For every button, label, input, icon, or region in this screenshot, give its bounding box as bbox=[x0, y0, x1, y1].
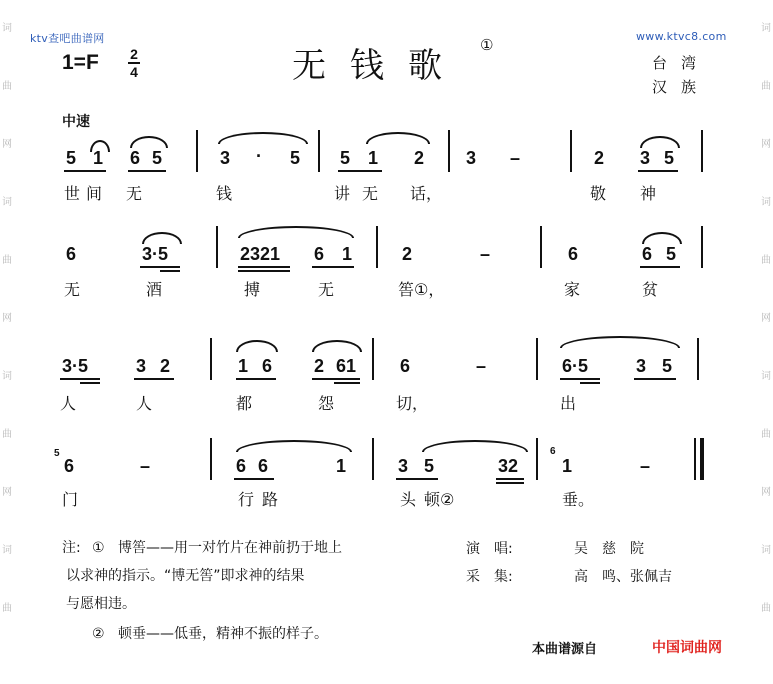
note: 6 bbox=[258, 456, 269, 476]
note: – bbox=[480, 244, 491, 264]
lyric: 怨 bbox=[318, 394, 335, 413]
tempo-marking: 中速 bbox=[62, 114, 90, 130]
source-site-link[interactable]: 中国词曲网 bbox=[652, 640, 722, 656]
slur bbox=[642, 232, 682, 244]
lyric: 路 bbox=[262, 490, 279, 509]
lyric: 家 bbox=[564, 280, 581, 299]
ethnicity-label: 汉族 bbox=[652, 78, 711, 96]
slur bbox=[130, 136, 168, 148]
footnote-1-line-3: 与愿相违。 bbox=[66, 596, 136, 612]
bar-line bbox=[196, 130, 198, 172]
lyric: 无 bbox=[362, 184, 379, 203]
lyric: 酒 bbox=[146, 280, 163, 299]
right-side-watermark: 词 曲 网 词 曲 网 词 曲 网 词 曲 bbox=[761, 23, 771, 614]
bar-line bbox=[697, 338, 699, 380]
final-bar-line-thin bbox=[694, 438, 696, 480]
note: 5 bbox=[424, 456, 435, 476]
note: 5 bbox=[152, 148, 163, 168]
note: 6 bbox=[400, 356, 411, 376]
collector-label: 采 集: bbox=[466, 569, 513, 585]
beam-line bbox=[634, 378, 676, 380]
note: 1 bbox=[562, 456, 573, 476]
lyric: 间 bbox=[86, 184, 103, 203]
bar-line bbox=[376, 226, 378, 268]
beam-line bbox=[580, 382, 600, 384]
final-bar-line-thick bbox=[700, 438, 704, 480]
beam-line bbox=[496, 478, 524, 480]
beam-line bbox=[128, 170, 166, 172]
beam-line bbox=[64, 170, 106, 172]
lyric: 行 bbox=[238, 490, 255, 509]
note: 2 bbox=[314, 356, 325, 376]
singer-label: 演 唱: bbox=[466, 541, 513, 557]
note: 5 bbox=[66, 148, 77, 168]
lyric: 世 bbox=[64, 184, 81, 203]
note: 3 bbox=[136, 356, 147, 376]
beam-line bbox=[560, 378, 600, 380]
footnote-2-text: 顿垂——低垂，精神不振的样子。 bbox=[118, 626, 328, 642]
bar-line bbox=[216, 226, 218, 268]
lyric: 钱 bbox=[216, 184, 233, 203]
bar-line bbox=[210, 338, 212, 380]
bar-line bbox=[701, 130, 703, 172]
grace-note: 6 bbox=[550, 446, 556, 457]
grace-note: 5 bbox=[54, 448, 60, 459]
note: 6 bbox=[66, 244, 77, 264]
bar-line bbox=[536, 438, 538, 480]
bar-line bbox=[540, 226, 542, 268]
note: 1 bbox=[336, 456, 347, 476]
note: 3 bbox=[640, 148, 651, 168]
slur bbox=[142, 232, 182, 244]
note: 1 bbox=[368, 148, 379, 168]
slur bbox=[366, 132, 430, 144]
lyric: 敬 bbox=[590, 184, 607, 203]
left-side-watermark: 词 曲 网 词 曲 网 词 曲 网 词 曲 bbox=[2, 23, 12, 614]
title-footnote-mark: ① bbox=[480, 36, 494, 54]
beam-line bbox=[396, 478, 438, 480]
region-label: 台湾 bbox=[652, 54, 711, 72]
lyric: 出 bbox=[560, 394, 577, 413]
beam-line bbox=[60, 378, 100, 380]
beam-line bbox=[234, 478, 274, 480]
beam-line bbox=[312, 378, 360, 380]
note: 2321 bbox=[240, 244, 281, 264]
left-site-watermark: ktv查吧曲谱网 bbox=[30, 32, 105, 45]
footnote-2-marker: ② bbox=[92, 626, 105, 642]
note: – bbox=[476, 356, 487, 376]
note: 3·5 bbox=[142, 244, 169, 264]
time-signature: 2 4 bbox=[128, 47, 140, 79]
footnote-1-line-2: 以求神的指示。“博无筶”即求神的结果 bbox=[66, 568, 305, 584]
beam-line bbox=[338, 170, 382, 172]
source-prefix: 本曲谱源自 bbox=[532, 642, 598, 657]
lyric: 搏 bbox=[244, 280, 261, 299]
note: 61 bbox=[336, 356, 357, 376]
bar-line bbox=[372, 338, 374, 380]
slur bbox=[640, 136, 680, 148]
lyric: 无 bbox=[126, 184, 143, 203]
bar-line bbox=[536, 338, 538, 380]
beam-line bbox=[140, 266, 180, 268]
note: 1 bbox=[93, 148, 104, 168]
note: 2 bbox=[160, 356, 171, 376]
note: 5 bbox=[662, 356, 673, 376]
collector-names: 高 鸣、张佩吉 bbox=[574, 569, 672, 585]
note: 3 bbox=[398, 456, 409, 476]
notes-label: 注: bbox=[62, 540, 81, 556]
bar-line bbox=[570, 130, 572, 172]
right-site-watermark: www.ktvc8.com bbox=[636, 30, 727, 43]
note: 6 bbox=[568, 244, 579, 264]
footnote-1-marker: ① bbox=[92, 540, 105, 556]
lyric: 都 bbox=[236, 394, 253, 413]
bar-line bbox=[372, 438, 374, 480]
note: – bbox=[140, 456, 151, 476]
note: 1 bbox=[238, 356, 249, 376]
lyric: 顿② bbox=[424, 490, 455, 509]
note: 1 bbox=[342, 244, 353, 264]
bar-line bbox=[448, 130, 450, 172]
lyric: 贫 bbox=[642, 280, 659, 299]
slur bbox=[238, 226, 354, 238]
lyric: 讲 bbox=[334, 184, 351, 203]
lyric: 门 bbox=[62, 490, 79, 509]
slur bbox=[218, 132, 308, 144]
beam-line bbox=[238, 270, 290, 272]
note: 6 bbox=[130, 148, 141, 168]
note: 6 bbox=[262, 356, 273, 376]
beam-line bbox=[160, 270, 180, 272]
singer-name: 吴 慈 院 bbox=[574, 541, 644, 557]
note: 2 bbox=[594, 148, 605, 168]
note: 5 bbox=[664, 148, 675, 168]
note: · bbox=[256, 146, 262, 166]
lyric: 话， bbox=[410, 184, 443, 203]
note: 32 bbox=[498, 456, 519, 476]
note: 5 bbox=[340, 148, 351, 168]
slur bbox=[90, 140, 110, 152]
note: 2 bbox=[414, 148, 425, 168]
note: – bbox=[510, 148, 521, 168]
lyric: 无 bbox=[64, 280, 81, 299]
beam-line bbox=[238, 266, 290, 268]
lyric: 人 bbox=[60, 394, 77, 413]
note: 6·5 bbox=[562, 356, 589, 376]
beam-line bbox=[638, 170, 678, 172]
lyric: 人 bbox=[136, 394, 153, 413]
lyric: 神 bbox=[640, 184, 657, 203]
note: 3 bbox=[636, 356, 647, 376]
slur bbox=[312, 340, 362, 352]
beam-line bbox=[134, 378, 174, 380]
lyric: 切， bbox=[396, 394, 429, 413]
beam-line bbox=[496, 482, 524, 484]
note: 5 bbox=[666, 244, 677, 264]
note: 3 bbox=[466, 148, 477, 168]
lyric: 筶①， bbox=[398, 280, 445, 299]
slur bbox=[422, 440, 528, 452]
note: 6 bbox=[236, 456, 247, 476]
lyric: 垂。 bbox=[562, 490, 595, 509]
note: 6 bbox=[64, 456, 75, 476]
beam-line bbox=[236, 378, 276, 380]
beam-line bbox=[312, 266, 354, 268]
slur bbox=[236, 340, 278, 352]
bar-line bbox=[210, 438, 212, 480]
note: 5 bbox=[290, 148, 301, 168]
note: 3·5 bbox=[62, 356, 89, 376]
footnote-1-line-1: 博筶——用一对竹片在神前扔于地上 bbox=[118, 540, 342, 556]
note: 6 bbox=[314, 244, 325, 264]
bar-line bbox=[318, 130, 320, 172]
note: 3 bbox=[220, 148, 231, 168]
bar-line bbox=[701, 226, 703, 268]
key-signature: 1=F bbox=[62, 51, 99, 74]
song-title: 无钱歌 bbox=[292, 46, 466, 86]
slur bbox=[236, 440, 352, 452]
note: 6 bbox=[642, 244, 653, 264]
beam-line bbox=[334, 382, 360, 384]
note: – bbox=[640, 456, 651, 476]
beam-line bbox=[80, 382, 100, 384]
lyric: 无 bbox=[318, 280, 335, 299]
lyric: 头 bbox=[400, 490, 417, 509]
slur bbox=[560, 336, 680, 348]
beam-line bbox=[640, 266, 680, 268]
note: 2 bbox=[402, 244, 413, 264]
